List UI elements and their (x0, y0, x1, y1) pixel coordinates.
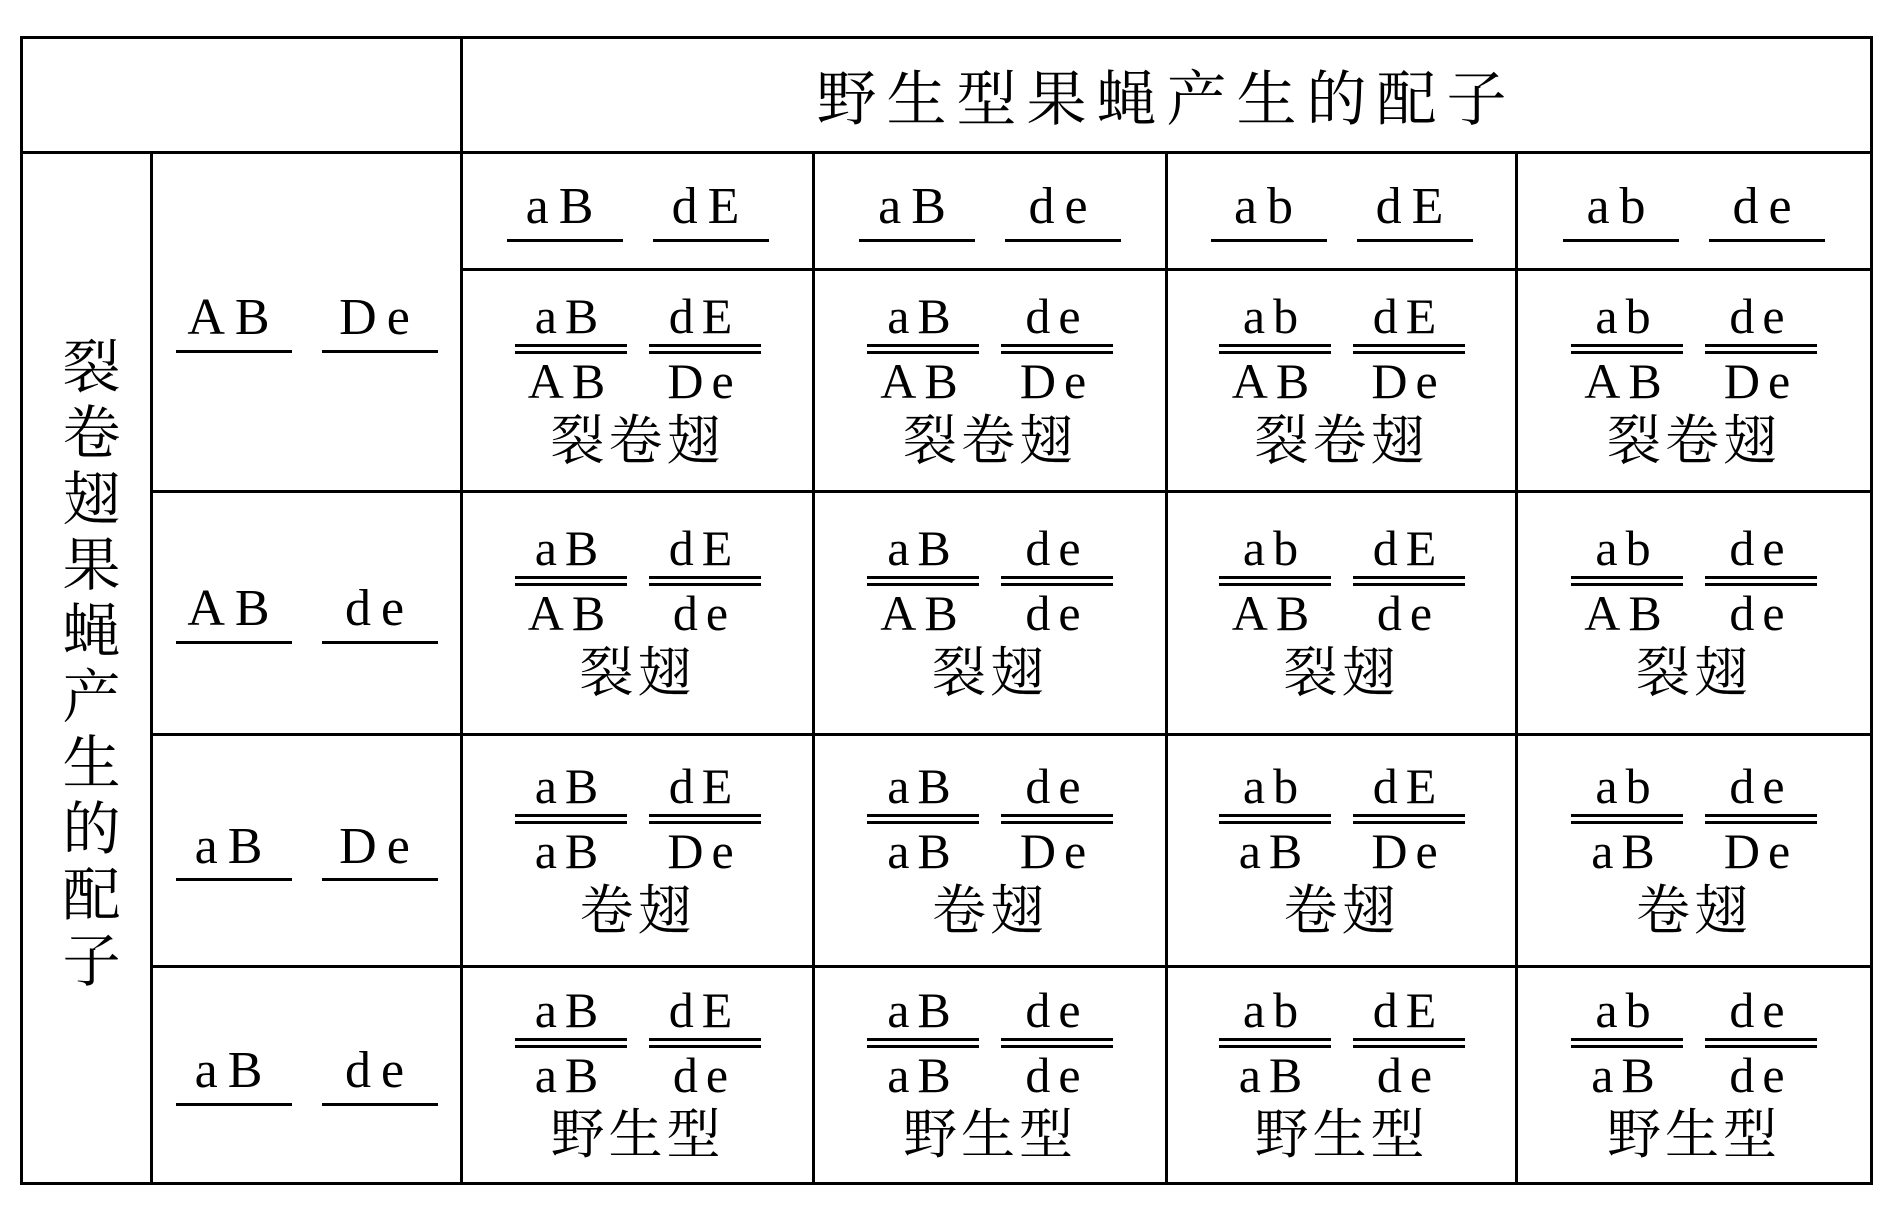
allele-bottom-left: aB (1238, 1047, 1311, 1104)
offspring-cell-0-3 (1517, 270, 1872, 492)
offspring-cell-3-0 (462, 967, 814, 1184)
mutant-gamete (153, 291, 460, 353)
allele-top-right: de (1025, 757, 1089, 814)
allele-top-left: ab (1595, 520, 1659, 577)
allele-left: aB (176, 1044, 292, 1106)
genotype (1571, 982, 1817, 1104)
chromosome-pair-right (1705, 757, 1817, 879)
mutant-gamete (153, 817, 460, 882)
allele-bottom-right: de (672, 585, 737, 642)
mutant-gamete-cell-3 (152, 967, 462, 1184)
chromosome-pair-left (1219, 757, 1331, 879)
allele-top-right: de (1729, 287, 1793, 344)
allele-top-right: dE (1372, 287, 1445, 344)
offspring (1518, 757, 1870, 942)
phenotype: 裂翅 (1283, 641, 1400, 705)
allele-bottom-left: AB (1231, 585, 1318, 642)
allele-top-right: dE (1372, 757, 1445, 814)
genotype (515, 757, 761, 879)
allele-bottom-left: aB (534, 822, 607, 879)
allele-bottom-right: De (1019, 822, 1095, 879)
allele-bottom-right: De (1019, 352, 1095, 409)
mutant-gametes-side-cell (22, 153, 152, 1184)
mutant-gamete-cell-0 (152, 153, 462, 492)
allele-bottom-left: aB (887, 1047, 959, 1104)
mutant-gamete (153, 1044, 460, 1106)
allele-left: aB (507, 180, 623, 242)
offspring-cell-1-2 (1167, 492, 1517, 735)
allele-bottom-left: AB (1584, 585, 1670, 642)
chromosome-pair-right (1001, 757, 1113, 879)
phenotype: 卷翅 (579, 878, 696, 942)
allele-top-left: aB (887, 757, 959, 814)
offspring (1168, 757, 1515, 942)
allele-left: ab (1211, 180, 1327, 242)
chromosome-pair-right (649, 520, 761, 642)
allele-top-right: dE (668, 520, 741, 577)
genotype (1219, 520, 1465, 642)
chromosome-pair-right (649, 757, 761, 879)
allele-top-right: de (1025, 520, 1089, 577)
allele-bottom-left: AB (1231, 352, 1318, 409)
allele-left: aB (859, 180, 975, 242)
allele-bottom-left: aB (534, 1047, 607, 1104)
chromosome-pair-left (1571, 982, 1683, 1104)
genotype (867, 520, 1113, 642)
allele-top-left: ab (1595, 287, 1659, 344)
wild-gamete-cell-0 (462, 153, 814, 270)
allele-top-left: ab (1242, 287, 1307, 344)
chromosome-pair-left (1219, 287, 1331, 409)
genotype (1219, 982, 1465, 1104)
chromosome-pair-left (1219, 982, 1331, 1104)
punnett-table (20, 36, 1873, 1185)
allele-bottom-right: De (1723, 352, 1799, 409)
allele-bottom-right: de (1025, 585, 1089, 642)
allele-left: aB (176, 820, 292, 882)
allele-top-left: aB (887, 287, 959, 344)
phenotype: 野生型 (903, 1103, 1077, 1167)
allele-top-right: de (1025, 287, 1089, 344)
offspring-cell-1-3 (1517, 492, 1872, 735)
chromosome-pair-left (867, 757, 979, 879)
phenotype: 裂卷翅 (1607, 408, 1781, 472)
phenotype: 卷翅 (932, 878, 1048, 942)
allele-top-left: aB (534, 757, 607, 814)
allele-top-right: de (1729, 520, 1793, 577)
offspring-cell-3-1 (814, 967, 1167, 1184)
chromosome-pair-right (649, 287, 761, 409)
allele-top-left: ab (1242, 757, 1307, 814)
allele-top-right: dE (668, 287, 741, 344)
allele-left: AB (176, 582, 292, 644)
offspring (1518, 287, 1870, 472)
allele-bottom-right: de (1376, 585, 1441, 642)
allele-bottom-right: de (1729, 1047, 1793, 1104)
chromosome-pair-right (1705, 520, 1817, 642)
offspring-cell-0-2 (1167, 270, 1517, 492)
phenotype: 裂卷翅 (903, 408, 1077, 472)
chromosome-pair-left (867, 520, 979, 642)
chromosome-pair-right (1353, 520, 1465, 642)
genotype (1571, 757, 1817, 879)
allele-top-left: aB (534, 287, 607, 344)
offspring-cell-0-0 (462, 270, 814, 492)
wild-gametes-header-cell (462, 38, 1872, 153)
offspring-cell-3-3 (1517, 967, 1872, 1184)
allele-top-left: ab (1595, 757, 1659, 814)
phenotype: 野生型 (1607, 1103, 1781, 1167)
wild-gamete-cell-2 (1167, 153, 1517, 270)
mutant-gamete-cell-2 (152, 735, 462, 967)
allele-bottom-left: AB (527, 585, 614, 642)
allele-bottom-right: de (672, 1047, 737, 1104)
genotype (515, 982, 761, 1104)
allele-right: De (322, 291, 438, 353)
chromosome-pair-left (1571, 287, 1683, 409)
wild-gametes-title: 野生型果蝇产生的配子 (816, 65, 1517, 135)
allele-top-left: aB (887, 520, 959, 577)
phenotype: 卷翅 (1283, 878, 1400, 942)
allele-bottom-left: aB (1591, 822, 1663, 879)
chromosome-pair-left (867, 287, 979, 409)
allele-top-left: aB (534, 982, 607, 1039)
genotype (1571, 520, 1817, 642)
chromosome-pair-left (1571, 520, 1683, 642)
allele-bottom-right: De (1371, 352, 1446, 409)
allele-bottom-right: de (1729, 585, 1793, 642)
mutant-gamete-cell-1 (152, 492, 462, 735)
offspring-cell-1-0 (462, 492, 814, 735)
allele-bottom-left: aB (1238, 822, 1311, 879)
chromosome-pair-left (515, 982, 627, 1104)
phenotype: 裂翅 (579, 641, 696, 705)
chromosome-pair-right (1001, 520, 1113, 642)
chromosome-pair-left (1219, 520, 1331, 642)
offspring (463, 520, 812, 705)
offspring (1518, 982, 1870, 1167)
offspring-cell-0-1 (814, 270, 1167, 492)
offspring-cell-2-3 (1517, 735, 1872, 967)
genotype (1219, 757, 1465, 879)
chromosome-pair-right (1705, 287, 1817, 409)
offspring (463, 982, 812, 1167)
offspring-cell-3-2 (1167, 967, 1517, 1184)
allele-bottom-right: De (667, 822, 742, 879)
genotype (867, 287, 1113, 409)
allele-bottom-right: de (1025, 1047, 1089, 1104)
allele-top-right: de (1025, 982, 1089, 1039)
phenotype: 裂卷翅 (550, 408, 725, 472)
allele-top-right: dE (1372, 520, 1445, 577)
offspring (815, 757, 1165, 942)
allele-bottom-left: AB (527, 352, 614, 409)
wild-gamete (1168, 180, 1515, 242)
genotype (515, 287, 761, 409)
offspring-cell-2-2 (1167, 735, 1517, 967)
phenotype: 野生型 (550, 1103, 725, 1167)
chromosome-pair-left (515, 520, 627, 642)
offspring (1168, 520, 1515, 705)
offspring (815, 982, 1165, 1167)
allele-right: De (322, 820, 438, 882)
allele-top-left: ab (1242, 982, 1307, 1039)
phenotype: 裂翅 (932, 641, 1048, 705)
chromosome-pair-left (1571, 757, 1683, 879)
allele-left: ab (1563, 180, 1679, 242)
offspring (815, 520, 1165, 705)
allele-top-right: de (1729, 757, 1793, 814)
wild-gamete (463, 180, 812, 242)
allele-top-left: aB (887, 982, 959, 1039)
allele-bottom-left: aB (1591, 1047, 1663, 1104)
wild-gamete-cell-1 (814, 153, 1167, 270)
allele-bottom-left: AB (1584, 352, 1670, 409)
offspring (1518, 520, 1870, 705)
chromosome-pair-right (1353, 287, 1465, 409)
allele-right: de (322, 1044, 438, 1106)
offspring (463, 287, 812, 472)
allele-top-right: de (1729, 982, 1793, 1039)
genotype (867, 757, 1113, 879)
genotype (1571, 287, 1817, 409)
offspring-cell-1-1 (814, 492, 1167, 735)
allele-bottom-right: De (1723, 822, 1799, 879)
allele-right: de (322, 582, 438, 644)
chromosome-pair-right (649, 982, 761, 1104)
chromosome-pair-left (867, 982, 979, 1104)
allele-top-right: dE (668, 982, 741, 1039)
offspring (815, 287, 1165, 472)
offspring-cell-2-1 (814, 735, 1167, 967)
allele-bottom-left: AB (880, 352, 966, 409)
phenotype: 卷翅 (1636, 878, 1752, 942)
allele-right: dE (1357, 180, 1473, 242)
wild-gamete (815, 180, 1165, 242)
genotype (515, 520, 761, 642)
allele-left: AB (176, 291, 292, 353)
corner-cell (22, 38, 462, 153)
offspring (1168, 287, 1515, 472)
chromosome-pair-right (1001, 982, 1113, 1104)
chromosome-pair-left (515, 757, 627, 879)
genotype (867, 982, 1113, 1104)
phenotype: 裂卷翅 (1254, 408, 1429, 472)
mutant-gametes-title: 裂卷翅果蝇产生的配子 (52, 336, 121, 996)
chromosome-pair-right (1353, 757, 1465, 879)
allele-bottom-left: aB (887, 822, 959, 879)
allele-bottom-right: de (1376, 1047, 1441, 1104)
allele-top-right: dE (1372, 982, 1445, 1039)
allele-top-left: ab (1242, 520, 1307, 577)
allele-right: de (1005, 180, 1121, 242)
offspring (463, 757, 812, 942)
wild-gamete (1518, 180, 1870, 242)
allele-top-right: dE (668, 757, 741, 814)
allele-top-left: aB (534, 520, 607, 577)
allele-bottom-right: De (667, 352, 742, 409)
allele-top-left: ab (1595, 982, 1659, 1039)
phenotype: 野生型 (1254, 1103, 1429, 1167)
allele-bottom-right: De (1371, 822, 1446, 879)
mutant-gamete (153, 582, 460, 644)
chromosome-pair-left (515, 287, 627, 409)
offspring (1168, 982, 1515, 1167)
chromosome-pair-right (1353, 982, 1465, 1104)
wild-gamete-cell-3 (1517, 153, 1872, 270)
chromosome-pair-right (1001, 287, 1113, 409)
allele-right: dE (653, 180, 769, 242)
allele-bottom-left: AB (880, 585, 966, 642)
offspring-cell-2-0 (462, 735, 814, 967)
chromosome-pair-right (1705, 982, 1817, 1104)
genotype (1219, 287, 1465, 409)
phenotype: 裂翅 (1636, 641, 1752, 705)
allele-right: de (1709, 180, 1825, 242)
